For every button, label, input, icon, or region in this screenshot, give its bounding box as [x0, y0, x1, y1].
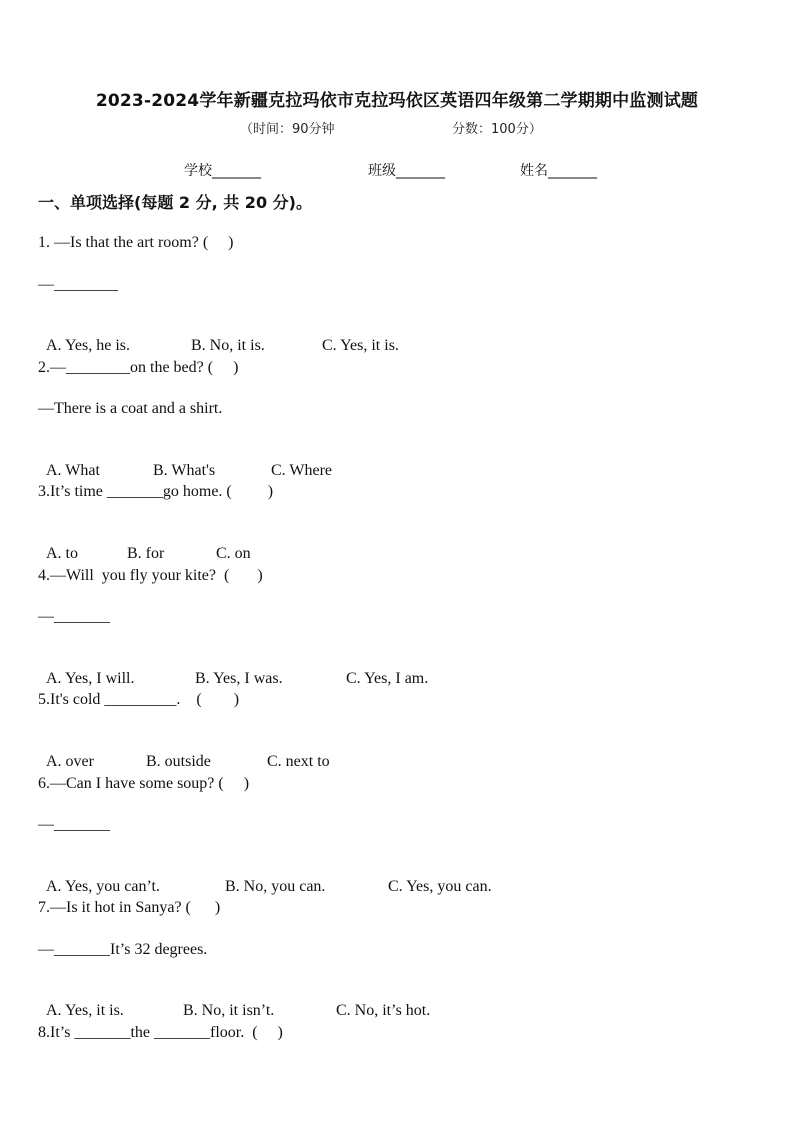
question-answer-line: —________ [38, 276, 118, 293]
option-a: A. Yes, I will. [46, 670, 135, 687]
question-stem: 7.—Is it hot in Sanya? ( ) [38, 899, 221, 916]
question-options [38, 441, 332, 481]
exam-title: 2023-2024学年新疆克拉玛依市克拉玛依区英语四年级第二学期期中监测试题 [95, 91, 699, 111]
question-stem: 3.It’s time _______go home. ( ) [38, 483, 274, 500]
option-a: A. Yes, it is. [46, 1002, 124, 1019]
option-c: C. Yes, it is. [322, 337, 399, 354]
option-a: A. Yes, he is. [46, 337, 131, 354]
option-c: C. No, it’s hot. [336, 1002, 431, 1019]
question-stem: 6.—Can I have some soup? ( ) [38, 775, 250, 792]
option-c: C. Yes, you can. [388, 878, 492, 895]
question-stem: 4.—Will you fly your kite? ( ) [38, 567, 263, 584]
name-field: 姓名_______ [520, 163, 597, 179]
class-field: 班级_______ [368, 163, 445, 179]
school-field: 学校_______ [184, 163, 261, 179]
option-a: A. What [46, 462, 100, 479]
question-options [38, 524, 251, 564]
question-answer-line: —_______It’s 32 degrees. [38, 941, 208, 958]
option-a: A. over [46, 753, 94, 770]
question-options [38, 981, 430, 1021]
option-a: A. to [46, 545, 78, 562]
question-options [38, 316, 399, 356]
option-c: C. next to [267, 753, 330, 770]
option-c: C. on [216, 545, 251, 562]
question-stem: 8.It’s _______the _______floor. ( ) [38, 1024, 283, 1041]
option-b: B. Yes, I was. [195, 670, 283, 687]
question-stem: 2.—________on the bed? ( ) [38, 359, 239, 376]
question-answer-line: —There is a coat and a shirt. [38, 400, 223, 417]
section-title: 一、单项选择(每题 2 分, 共 20 分)。 [38, 193, 312, 212]
exam-score: 分数：100分） [452, 122, 542, 137]
question-stem: 1. —Is that the art room? ( ) [38, 234, 234, 251]
question-stem: 5.It's cold _________. ( ) [38, 691, 240, 708]
option-b: B. What's [153, 462, 216, 479]
option-b: B. for [127, 545, 165, 562]
option-a: A. Yes, you can’t. [46, 878, 160, 895]
option-c: C. Where [271, 462, 333, 479]
question-options [38, 732, 330, 772]
question-options [38, 857, 492, 897]
option-b: B. No, it is. [191, 337, 265, 354]
question-answer-line: —_______ [38, 608, 110, 625]
option-c: C. Yes, I am. [346, 670, 429, 687]
option-b: B. No, it isn’t. [183, 1002, 275, 1019]
question-answer-line: —_______ [38, 816, 110, 833]
option-b: B. outside [146, 753, 211, 770]
exam-time: （时间：90分钟 [240, 122, 335, 137]
question-options [38, 649, 428, 689]
option-b: B. No, you can. [225, 878, 326, 895]
